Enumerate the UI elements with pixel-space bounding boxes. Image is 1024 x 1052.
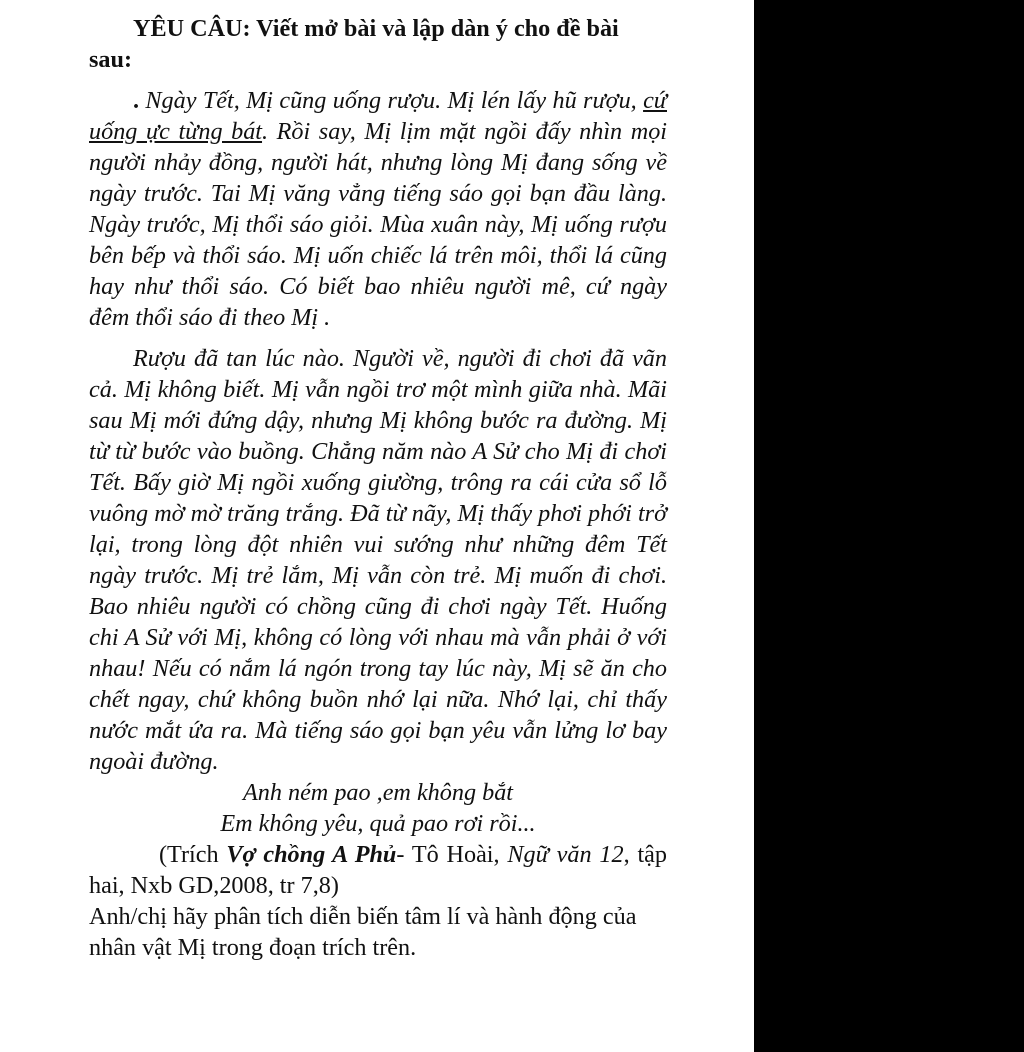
paragraph-bullet: . [133,87,140,114]
folk-song-verse [89,777,667,839]
assignment-heading: YÊU CÂU: Viết mở bài và lập dàn ý cho đề bài sau: [89,15,619,73]
black-margin-panel [754,0,1024,1052]
underlined-phrase: cứ uống ực từng bát [89,87,667,145]
citation-book: Ngữ văn 12 [507,841,624,868]
excerpt-paragraph-2: Rượu đã tan lúc nào. Người về, người đi chơi đã vãn cả. Mị không biết. Mị vẫn ngồi trơ một mình giữa nhà. Mãi sau Mị mới đứng dậy, nhưng Mị không bước ra đường. Mị từ từ bước vào buồng. Chẳng năm nào A Sử cho Mị đi chơi Tết. Bấy giờ Mị ngồi xuống giường, trông ra cái cửa sổ lỗ vuông mờ mờ trăng trắng. Đã từ nãy, Mị thấy phơi phới trở lại, trong lòng đột nhiên vui sướng như những đêm Tết ngày trước. Mị trẻ lắm, Mị vẫn còn trẻ. Mị muốn đi chơi. Bao nhiêu người có chồng cũng đi chơi ngày Tết. Huống chi A Sử với Mị, không có lòng với nhau mà vẫn phải ở với nhau! Nếu có nắm lá ngón trong tay lúc này, Mị sẽ ăn cho chết ngay, chứ không buồn nhớ lại nữa. Nhớ lại, chỉ thấy nước mắt ứa ra. Mà tiếng sáo gọi bạn yêu vẫn lửng lơ bay ngoài đường. [89,345,667,775]
paragraph-1-text-start: Ngày Tết, Mị cũng uống rượu. Mị lén lấy hũ rượu, [139,87,644,114]
citation-open: (Trích [159,841,227,868]
verse-line-1: Anh ném pao ,em không bắt [242,779,514,806]
spacer [89,75,667,85]
citation-author: - Tô Hoài, [396,841,508,868]
citation-rest: , tập hai, Nxb GD,2008, tr 7,8) [89,841,667,899]
excerpt-paragraph-1 [89,85,667,333]
verse-line-2: Em không yêu, quả pao rơi rồi... [220,810,536,837]
paragraph-1-text-end: . Rồi say, Mị lịm mặt ngồi đấy nhìn mọi người nhảy đồng, người hát, nhưng lòng Mị đang sống về ngày trước. Tai Mị văng vẳng tiếng sáo gọi bạn đầu làng. Ngày trước, Mị thổi sáo giỏi. Mùa xuân này, Mị uống rượu bên bếp và thổi sáo. Mị uốn chiếc lá trên môi, thổi lá cũng hay như thổi sáo. Có biết bao nhiêu người mê, cứ ngày đêm thổi sáo đi theo Mị . [89,118,668,331]
spacer [89,333,667,343]
assignment-question: Anh/chị hãy phân tích diễn biến tâm lí và hành động của nhân vật Mị trong đoạn trích trên. [89,903,637,961]
document-content [89,13,667,963]
source-citation [89,839,667,901]
citation-work-title: Vợ chồng A Phủ [226,841,397,868]
